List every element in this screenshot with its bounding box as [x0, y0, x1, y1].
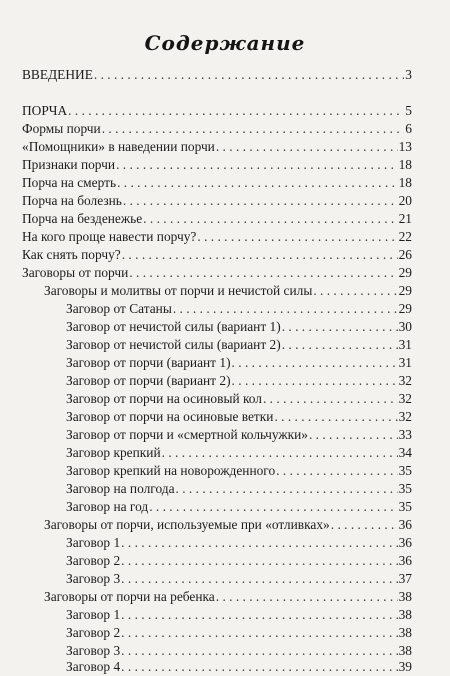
dot-leader — [216, 588, 398, 605]
toc-page-number: 36 — [398, 517, 412, 532]
toc-entry-label: Заговор от порчи на осиновый кол — [66, 391, 262, 406]
toc-page-number: 31 — [398, 337, 412, 352]
toc-page-number: 20 — [398, 193, 412, 208]
toc-entry-label: Заговор от нечистой силы (вариант 1) — [66, 319, 281, 334]
dot-leader — [313, 282, 397, 299]
toc-entry — [66, 570, 412, 587]
dot-leader — [123, 192, 398, 209]
dot-leader — [162, 444, 398, 461]
toc-entry — [66, 552, 412, 569]
toc-entry — [66, 408, 412, 425]
toc-entry — [66, 444, 412, 461]
dot-leader — [282, 336, 398, 353]
toc-entry — [22, 138, 412, 155]
toc-entry — [22, 66, 412, 83]
toc-entry-label: Заговор от порчи на осиновые ветки — [66, 409, 274, 424]
toc-entry-label: Заговор 2 — [66, 625, 121, 640]
toc-entry-label: Заговор крепкий на новорожденного — [66, 463, 276, 478]
toc-entry-label: Как снять порчу? — [22, 247, 121, 262]
toc-entry-label: Заговор от порчи и «смертной кольчужки» — [66, 427, 308, 442]
toc-page-number: 35 — [398, 499, 412, 514]
dot-leader — [276, 462, 397, 479]
toc-page-number: 18 — [398, 157, 412, 172]
toc-page-number: 34 — [398, 445, 412, 460]
toc-entry-label: Заговоры от порчи, используемые при «отливках» — [44, 517, 330, 532]
toc-entry — [66, 390, 412, 407]
toc-entry-label: Заговор от нечистой силы (вариант 2) — [66, 337, 281, 352]
toc-entry — [66, 534, 412, 551]
toc-page-number: 13 — [398, 139, 412, 154]
toc-page-number: 35 — [398, 481, 412, 496]
toc-entry — [66, 480, 412, 497]
dot-leader — [121, 642, 397, 659]
toc-entry — [66, 498, 412, 515]
dot-leader — [274, 408, 397, 425]
toc-entry-label: Заговор 3 — [66, 571, 121, 586]
toc-entry-label: Заговор 4 — [66, 659, 121, 674]
toc-page-number: 31 — [398, 355, 412, 370]
dot-leader — [282, 318, 398, 335]
toc-entry — [22, 102, 412, 119]
dot-leader — [309, 426, 398, 443]
toc-entry-label: Заговор на год — [66, 499, 149, 514]
toc-entry-label: Заговоры и молитвы от порчи и нечистой силы — [44, 283, 313, 298]
dot-leader — [117, 174, 398, 191]
toc-entry — [66, 658, 412, 675]
dot-leader — [129, 264, 397, 281]
toc-entry — [44, 282, 412, 299]
toc-entry — [22, 120, 412, 137]
toc-entry — [66, 426, 412, 443]
toc-entry-label: Заговор на полгода — [66, 481, 175, 496]
toc-page-number: 37 — [398, 571, 412, 586]
toc-entry-label: Признаки порчи — [22, 157, 116, 172]
dot-leader — [232, 354, 398, 371]
toc-entry — [66, 300, 412, 317]
toc-entry — [22, 228, 412, 245]
toc-entry — [66, 606, 412, 623]
dot-leader — [94, 66, 404, 83]
toc-entry — [22, 210, 412, 227]
toc-entry-label: Формы порчи — [22, 121, 101, 136]
toc-entry-label: Заговоры от порчи — [22, 265, 129, 280]
toc-entry — [22, 264, 412, 281]
toc-entry — [44, 516, 412, 533]
toc-entry — [22, 192, 412, 209]
toc-page-number: 30 — [398, 319, 412, 334]
dot-leader — [176, 480, 398, 497]
toc-page-number: 38 — [398, 607, 412, 622]
toc-entry — [22, 246, 412, 263]
toc-entry — [66, 624, 412, 641]
toc-page-number: 38 — [398, 643, 412, 658]
toc-page-number: 3 — [405, 67, 412, 82]
dot-leader — [121, 606, 397, 623]
toc-entry — [22, 174, 412, 191]
toc-page-number: 32 — [398, 391, 412, 406]
toc-entry-label: Заговор крепкий — [66, 445, 161, 460]
toc-entry — [44, 588, 412, 605]
dot-leader — [173, 300, 398, 317]
dot-leader — [122, 246, 398, 263]
toc-page-number: 18 — [398, 175, 412, 190]
dot-leader — [121, 534, 397, 551]
toc-page-number: 32 — [398, 373, 412, 388]
toc-entry — [66, 354, 412, 371]
dot-leader — [263, 390, 398, 407]
dot-leader — [121, 570, 397, 587]
toc-page-number: 29 — [398, 301, 412, 316]
toc-entry-label: Заговор от Сатаны — [66, 301, 172, 316]
toc-entry-label: Заговор от порчи (вариант 1) — [66, 355, 231, 370]
toc-entry-label: ВВЕДЕНИЕ — [22, 67, 93, 82]
toc-entry-label: Заговор 1 — [66, 535, 121, 550]
toc-page-number: 5 — [405, 103, 412, 118]
toc-entry — [66, 336, 412, 353]
toc-page-number: 32 — [398, 409, 412, 424]
dot-leader — [121, 552, 397, 569]
toc-entry-label: Заговор 1 — [66, 607, 121, 622]
toc-entry — [66, 372, 412, 389]
dot-leader — [197, 228, 397, 245]
dot-leader — [149, 498, 397, 515]
dot-leader — [143, 210, 397, 227]
toc-entry-label: ПОРЧА — [22, 103, 68, 118]
toc-page-number: 26 — [398, 247, 412, 262]
toc-entry-label: Заговор от порчи (вариант 2) — [66, 373, 231, 388]
toc-page-number: 22 — [398, 229, 412, 244]
page-title: Содержание — [144, 31, 306, 55]
toc-entry-label: Заговор 3 — [66, 643, 121, 658]
toc-entry-label: Порча на смерть — [22, 175, 117, 190]
toc-page-number: 33 — [398, 427, 412, 442]
toc-page-number: 6 — [405, 121, 412, 136]
toc-entry-label: Порча на безденежье — [22, 211, 143, 226]
toc-entry-label: «Помощники» в наведении порчи — [22, 139, 215, 154]
dot-leader — [68, 102, 404, 119]
dot-leader — [121, 658, 397, 675]
dot-leader — [116, 156, 398, 173]
toc-entry-label: На кого проще навести порчу? — [22, 229, 197, 244]
toc-entry-label: Заговоры от порчи на ребенка — [44, 589, 215, 604]
toc-page-number: 36 — [398, 535, 412, 550]
toc-entry — [22, 156, 412, 173]
dot-leader — [121, 624, 397, 641]
dot-leader — [216, 138, 398, 155]
toc-page-number: 21 — [398, 211, 412, 226]
toc-page-number: 29 — [398, 265, 412, 280]
toc-page-number: 35 — [398, 463, 412, 478]
toc-page-number: 36 — [398, 553, 412, 568]
toc-entry-label: Порча на болезнь — [22, 193, 122, 208]
dot-leader — [102, 120, 405, 137]
toc-page-number: 29 — [398, 283, 412, 298]
toc-entry — [66, 642, 412, 659]
toc-entry-label: Заговор 2 — [66, 553, 121, 568]
toc-page-number: 38 — [398, 589, 412, 604]
toc-page-number: 38 — [398, 625, 412, 640]
toc-entry — [66, 462, 412, 479]
toc-entry — [66, 318, 412, 335]
toc-page-number: 39 — [398, 659, 412, 674]
dot-leader — [331, 516, 398, 533]
dot-leader — [232, 372, 398, 389]
